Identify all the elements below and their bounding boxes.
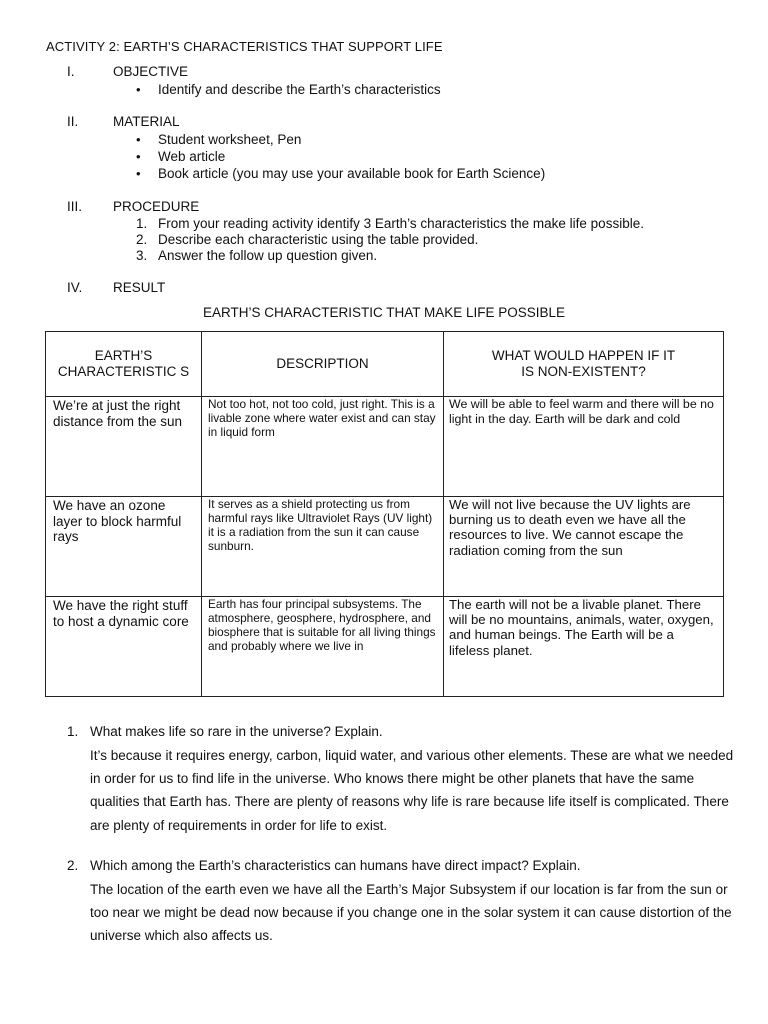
step-text: From your reading activity identify 3 Earth’s characteristics the make life possible. — [158, 216, 644, 231]
step-number: 1. — [136, 216, 148, 231]
procedure-steps — [136, 216, 644, 264]
result-table — [45, 331, 724, 697]
section-title-objective: OBJECTIVE — [113, 64, 189, 79]
cell-if-nonexistent: We will be able to feel warm and there will be no light in the day. Earth will be dark and cold — [444, 397, 724, 497]
question-line — [67, 854, 737, 878]
table-row — [46, 597, 724, 697]
answer-text: It’s because it requires energy, carbon, liquid water, and various other elements. These are what we needed in order for us to find life in the universe. Who knows there might be other planets that have the same qualities that Earth has. There are plenty of reasons why life is rare because life itself is complicated. There are plenty of requirements in order for life to exist. — [90, 748, 734, 833]
material-item: • Student worksheet, Pen — [136, 131, 545, 148]
header-text: EARTH’S CHARACTERISTIC S — [57, 348, 190, 379]
material-item: • Book article (you may use your available book for Earth Science) — [136, 165, 545, 182]
table-row — [46, 497, 724, 597]
objective-item: • Identify and describe the Earth’s characteristics — [136, 81, 441, 98]
cell-characteristic: We have an ozone layer to block harmful rays — [46, 497, 202, 597]
step-text: Answer the follow up question given. — [158, 248, 378, 263]
material-list — [136, 131, 545, 182]
cell-description: Earth has four principal subsystems. The atmosphere, geosphere, hydrosphere, and biosphere that is suitable for all living things and probably where we live in — [202, 597, 444, 697]
header-cell-description — [202, 332, 444, 397]
step-number: 2. — [136, 232, 148, 247]
table-title: EARTH’S CHARACTERISTIC THAT MAKE LIFE POSSIBLE — [202, 305, 566, 320]
procedure-step — [136, 216, 644, 232]
question-text: Which among the Earth’s characteristics can humans have direct impact? Explain. — [90, 858, 581, 873]
objective-list — [136, 81, 441, 98]
header-text: DESCRIPTION — [276, 356, 369, 371]
cell-description: It serves as a shield protecting us from harmful rays like Ultraviolet Rays (UV light) it is a radiation from the sun it can cause sunburn. — [202, 497, 444, 597]
cell-characteristic: We have the right stuff to host a dynamic core — [46, 597, 202, 697]
section-number-objective: I. — [67, 64, 75, 79]
step-number: 3. — [136, 248, 148, 263]
question-number: 2. — [67, 858, 79, 873]
cell-if-nonexistent: We will not live because the UV lights are burning us to death even we have all the resources to live. We cannot escape the radiation coming from the sun — [444, 497, 724, 597]
question-line — [67, 720, 737, 744]
section-number-material: II. — [67, 114, 79, 129]
cell-characteristic: We’re at just the right distance from the sun — [46, 397, 202, 497]
cell-description: Not too hot, not too cold, just right. This is a livable zone where water exist and can stay in liquid form — [202, 397, 444, 497]
answer-text: The location of the earth even we have all the Earth’s Major Subsystem if our location is far from the sun or too near we might be dead now because if you change one in the solar system it can cause distortion of the universe which also affects us. — [90, 882, 732, 944]
question-number: 1. — [67, 724, 79, 739]
section-title-material: MATERIAL — [113, 114, 180, 129]
header-cell-nonexistent — [444, 332, 724, 397]
section-number-result: IV. — [67, 280, 83, 295]
step-text: Describe each characteristic using the table provided. — [158, 232, 479, 247]
section-title-procedure: PROCEDURE — [113, 199, 200, 214]
question-text: What makes life so rare in the universe? Explain. — [90, 724, 383, 739]
section-title-result: RESULT — [113, 280, 166, 295]
cell-if-nonexistent: The earth will not be a livable planet. There will be no mountains, animals, water, oxygen, and human beings. The Earth will be a lifeless planet. — [444, 597, 724, 697]
question-block — [67, 720, 737, 837]
header-cell-characteristic — [46, 332, 202, 397]
question-block — [67, 854, 737, 948]
table-header-row — [46, 332, 724, 397]
page-title: ACTIVITY 2: EARTH’S CHARACTERISTICS THAT SUPPORT LIFE — [46, 39, 443, 54]
procedure-step — [136, 232, 644, 248]
material-item: • Web article — [136, 148, 545, 165]
section-number-procedure: III. — [67, 199, 83, 214]
header-text: WHAT WOULD HAPPEN IF IT IS NON-EXISTENT? — [491, 348, 676, 379]
table-row — [46, 397, 724, 497]
procedure-step — [136, 248, 644, 264]
